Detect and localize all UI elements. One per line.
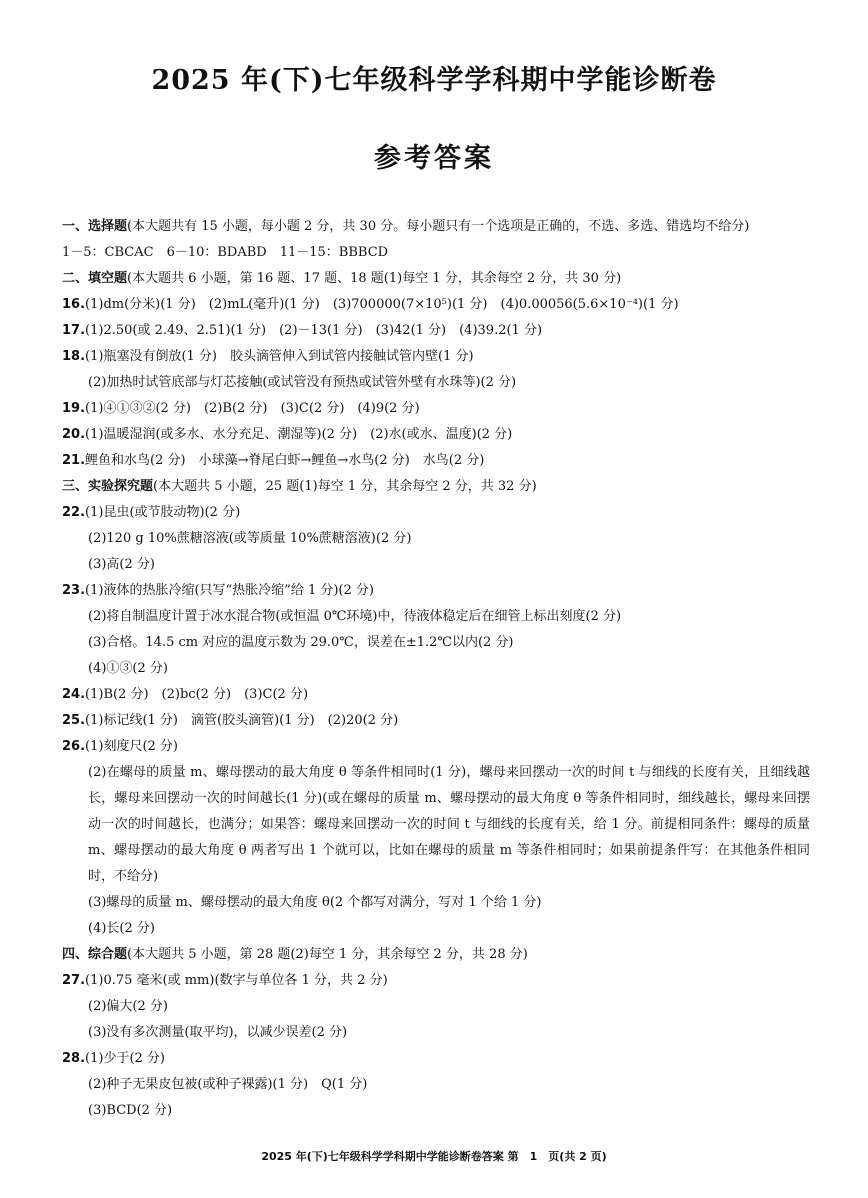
question-number: 21. bbox=[62, 453, 86, 468]
question-number: 20. bbox=[62, 427, 86, 442]
page-footer: 2025 年(下)七年级科学学科期中学能诊断卷答案 第 1 页(共 2 页) bbox=[261, 1150, 607, 1163]
question-24 bbox=[62, 682, 810, 708]
answer-line: (3)螺母的质量 m、螺母摆动的最大角度 θ(2 个都写对满分，写对 1 个给 1 分) bbox=[88, 895, 542, 910]
section-note: (本大题共 5 小题，第 28 题(2)每空 1 分，其余每空 2 分，共 28 分) bbox=[127, 947, 528, 962]
section-note: (本大题共 6 小题，第 16 题、17 题、18 题(1)每空 1 分，其余每空 2 分，共 30 分) bbox=[127, 271, 622, 286]
section-note: (本大题共 5 小题，25 题(1)每空 1 分，其余每空 2 分，共 32 分) bbox=[153, 479, 537, 494]
question-22 bbox=[62, 500, 810, 526]
page-subtitle: 参考答案 bbox=[374, 143, 494, 174]
question-23 bbox=[62, 578, 810, 604]
answer-text: (1)标记线(1 分) 滴管(胶头滴管)(1 分) (2)20(2 分) bbox=[85, 713, 399, 728]
section-fill-in bbox=[62, 266, 810, 292]
question-number: 18. bbox=[62, 349, 86, 364]
section-note: (本大题共有 15 小题，每小题 2 分，共 30 分。每小题只有一个选项是正确的，不选、多选、错选均不给分) bbox=[127, 219, 750, 234]
question-number: 25. bbox=[62, 713, 86, 728]
answer-line: (3)BCD(2 分) bbox=[88, 1103, 173, 1118]
answer-line: (3)高(2 分) bbox=[88, 557, 155, 572]
question-19 bbox=[62, 396, 810, 422]
answer-line: (3)合格。14.5 cm 对应的温度示数为 29.0℃，误差在±1.2℃以内(2 分) bbox=[88, 635, 514, 650]
question-21 bbox=[62, 448, 810, 474]
question-number: 27. bbox=[62, 973, 86, 988]
answer-body bbox=[62, 214, 810, 1124]
answer-line: (3)没有多次测量(取平均)，以减少误差(2 分) bbox=[88, 1025, 348, 1040]
answer-text: (1)dm(分米)(1 分) (2)mL(毫升)(1 分) (3)700000(7×10⁵)(1 分) (4)0.00056(5.6×10⁻⁴)(1 分) bbox=[85, 297, 679, 312]
question-number: 23. bbox=[62, 583, 86, 598]
section-comprehensive bbox=[62, 942, 810, 968]
answer-text: (1)④①③②(2 分) (2)B(2 分) (3)C(2 分) (4)9(2 分) bbox=[85, 401, 420, 416]
answer-text: (1)液体的热胀冷缩(只写“热胀冷缩”给 1 分)(2 分) bbox=[85, 583, 374, 598]
answer-text: (1)B(2 分) (2)bc(2 分) (3)C(2 分) bbox=[85, 687, 309, 702]
question-20 bbox=[62, 422, 810, 448]
question-16 bbox=[62, 292, 810, 318]
answer-line: (2)120 g 10%蔗糖溶液(或等质量 10%蔗糖溶液)(2 分) bbox=[88, 531, 412, 546]
answer-text: (1)瓶塞没有倒放(1 分) 胶头滴管伸入到试管内接触试管内壁(1 分) bbox=[85, 349, 474, 364]
answer-paragraph: (2)在螺母的质量 m、螺母摆动的最大角度 θ 等条件相同时(1 分)，螺母来回摆动一次的时间 t 与细线的长度有关，且细线越长，螺母来回摆动一次的时间越长(1 分)(或在螺母的质量 m、螺母摆动的最大角度 θ 等条件相同时，细线越长，螺母来回摆动一次的时间越长，也满分；如果答：螺母来回摆动一次的时间 t 与细线的长度有关，给 1 分。前提相同条件：螺母的质量 m、螺母摆动的最大角度 θ 两者写出 1 个就可以，比如在螺母的质量 m 等条件相同时；如果前提条件写：在其他条件相同时，不给分) bbox=[88, 765, 810, 884]
answer-text: (1)2.50(或 2.49、2.51)(1 分) (2)－13(1 分) (3)42(1 分) (4)39.2(1 分) bbox=[85, 323, 543, 338]
section-experiment bbox=[62, 474, 810, 500]
answer-text: (1)昆虫(或节肢动物)(2 分) bbox=[85, 505, 241, 520]
question-28 bbox=[62, 1046, 810, 1072]
answer-line: (2)偏大(2 分) bbox=[88, 999, 168, 1014]
answer-line: (4)①③(2 分) bbox=[88, 661, 168, 676]
page-title: 2025 年(下)七年级科学学科期中学能诊断卷 bbox=[151, 65, 717, 96]
answer-line: (2)将自制温度计置于冰水混合物(或恒温 0℃环境)中，待液体稳定后在细管上标出刻度(2 分) bbox=[88, 609, 622, 624]
answer-text: (1)少于(2 分) bbox=[85, 1051, 165, 1066]
section-title: 四、综合题 bbox=[62, 947, 128, 962]
question-number: 28. bbox=[62, 1051, 86, 1066]
question-number: 22. bbox=[62, 505, 86, 520]
question-number: 24. bbox=[62, 687, 86, 702]
question-number: 19. bbox=[62, 401, 86, 416]
question-number: 16. bbox=[62, 297, 86, 312]
answer-text: (1)刻度尺(2 分) bbox=[85, 739, 178, 754]
answer-line: (4)长(2 分) bbox=[88, 921, 155, 936]
question-number: 26. bbox=[62, 739, 86, 754]
question-17 bbox=[62, 318, 810, 344]
answer-line: (2)种子无果皮包被(或种子裸露)(1 分) Q(1 分) bbox=[88, 1077, 368, 1092]
answer-text: 鲤鱼和水鸟(2 分) 小球藻→脊尾白虾→鲤鱼→水鸟(2 分) 水鸟(2 分) bbox=[85, 453, 485, 468]
question-25 bbox=[62, 708, 810, 734]
question-26 bbox=[62, 734, 810, 760]
question-number: 17. bbox=[62, 323, 86, 338]
answer-text: (1)温暖湿润(或多水、水分充足、潮湿等)(2 分) (2)水(或水、温度)(2 分) bbox=[85, 427, 513, 442]
answer-text: (1)0.75 毫米(或 mm)(数字与单位各 1 分，共 2 分) bbox=[85, 973, 388, 988]
section-title: 三、实验探究题 bbox=[62, 479, 154, 494]
section-title: 二、填空题 bbox=[62, 271, 128, 286]
question-27 bbox=[62, 968, 810, 994]
answer-line: (2)加热时试管底部与灯芯接触(或试管没有预热或试管外壁有水珠等)(2 分) bbox=[88, 375, 517, 390]
choice-answers: 1－5：CBCAC 6－10：BDABD 11－15：BBBCD bbox=[62, 245, 389, 260]
section-choice bbox=[62, 214, 810, 240]
section-title: 一、选择题 bbox=[62, 219, 128, 234]
question-18 bbox=[62, 344, 810, 370]
